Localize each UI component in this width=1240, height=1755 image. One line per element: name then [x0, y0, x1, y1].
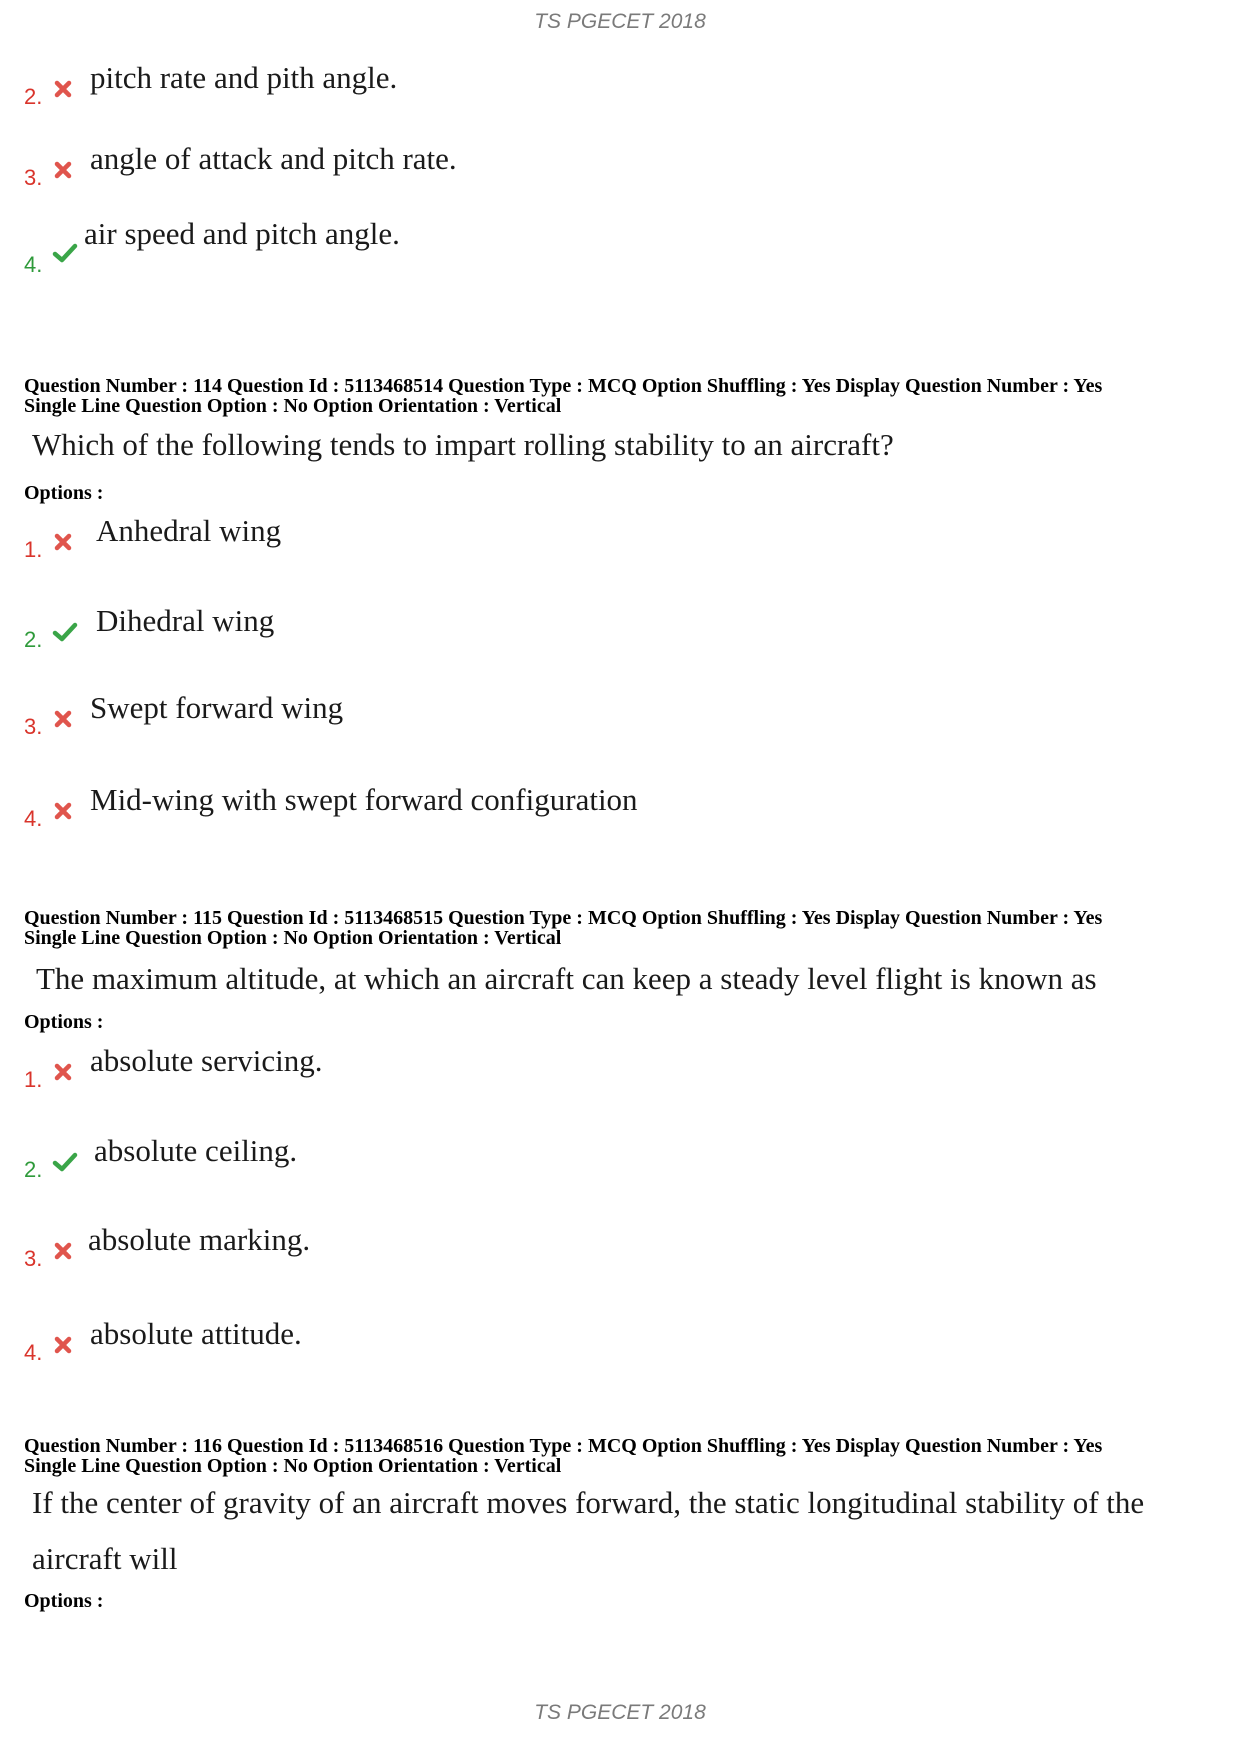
question-meta — [24, 376, 1224, 416]
option-number: 2. — [24, 1157, 43, 1182]
option-number: 2. — [24, 627, 43, 652]
cross-icon — [52, 708, 76, 730]
question-text: The maximum altitude, at which an aircraft can keep a steady level flight is known as — [36, 961, 1097, 996]
cross-icon — [52, 159, 76, 181]
option-number: 4. — [24, 806, 43, 831]
option-number: 4. — [24, 1340, 43, 1365]
check-icon — [52, 242, 76, 264]
option-number: 3. — [24, 1246, 43, 1271]
question-meta-line: Single Line Question Option : No Option Orientation : Vertical — [24, 395, 562, 417]
check-icon — [52, 621, 76, 643]
cross-icon — [52, 78, 76, 100]
cross-icon — [52, 1240, 76, 1262]
option-text: pitch rate and pith angle. — [90, 60, 398, 95]
option-text: absolute servicing. — [90, 1043, 323, 1078]
option-text: angle of attack and pitch rate. — [90, 141, 457, 176]
option-number: 3. — [24, 714, 43, 739]
question-meta-line: Question Number : 115 Question Id : 5113468515 Question Type : MCQ Option Shuffling : Yes Display Question Number : Yes — [24, 907, 1103, 929]
page-footer: TS PGECET 2018 — [534, 1701, 706, 1724]
question-meta-line: Single Line Question Option : No Option Orientation : Vertical — [24, 1455, 562, 1477]
option-number: 4. — [24, 252, 43, 277]
cross-icon — [52, 800, 76, 822]
options-label: Options : — [24, 1011, 104, 1033]
option-text: absolute marking. — [88, 1222, 311, 1257]
option-number: 1. — [24, 1067, 43, 1092]
question-meta-line: Single Line Question Option : No Option Orientation : Vertical — [24, 927, 562, 949]
question-meta-line: Question Number : 114 Question Id : 5113468514 Question Type : MCQ Option Shuffling : Yes Display Question Number : Yes — [24, 375, 1103, 397]
option-text: Mid-wing with swept forward configuration — [90, 782, 638, 817]
question-text: If the center of gravity of an aircraft moves forward, the static longitudinal stability of the aircraft will — [32, 1485, 1145, 1576]
cross-icon — [52, 531, 76, 553]
option-number: 3. — [24, 165, 43, 190]
option-text: air speed and pitch angle. — [84, 216, 400, 251]
option-text: Swept forward wing — [90, 690, 344, 725]
option-text: Dihedral wing — [96, 603, 275, 638]
option-text: Anhedral wing — [96, 513, 282, 548]
cross-icon — [52, 1061, 76, 1083]
question-meta — [24, 1436, 1224, 1476]
options-label: Options : — [24, 1590, 104, 1612]
check-icon — [52, 1151, 76, 1173]
question-meta-line: Question Number : 116 Question Id : 5113468516 Question Type : MCQ Option Shuffling : Yes Display Question Number : Yes — [24, 1435, 1103, 1457]
page-header: TS PGECET 2018 — [534, 10, 706, 33]
option-text: absolute attitude. — [90, 1316, 302, 1351]
option-number: 1. — [24, 537, 43, 562]
option-number: 2. — [24, 84, 43, 109]
question-text: Which of the following tends to impart rolling stability to an aircraft? — [32, 427, 894, 462]
cross-icon — [52, 1334, 76, 1356]
question-meta — [24, 908, 1224, 948]
options-label: Options : — [24, 482, 104, 504]
option-text: absolute ceiling. — [94, 1133, 298, 1168]
